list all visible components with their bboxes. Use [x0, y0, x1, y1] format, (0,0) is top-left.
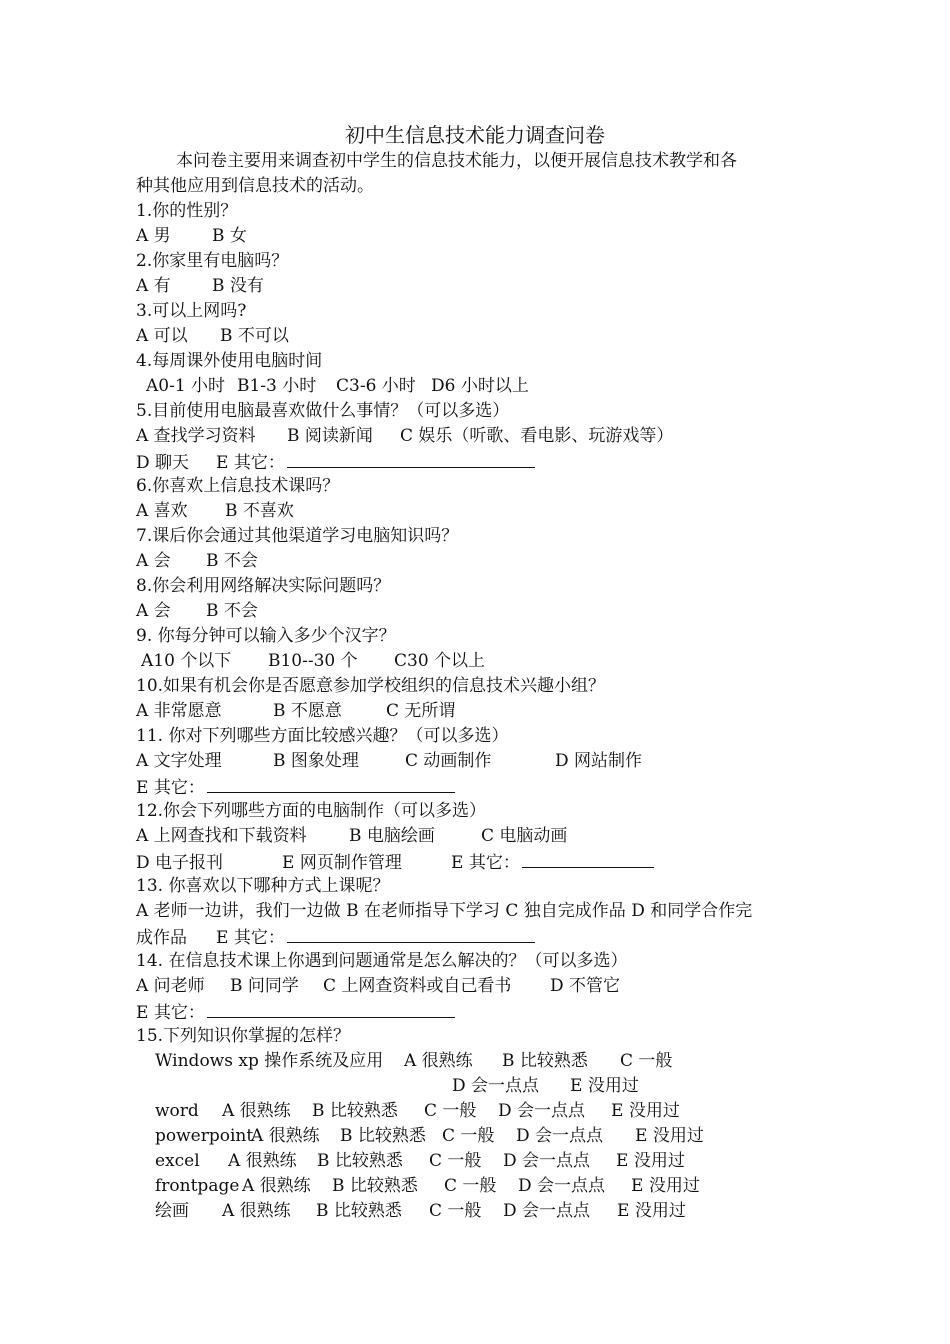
knowledge-row-painting — [155, 1199, 686, 1224]
page-title: 初中生信息技术能力调查问卷 — [345, 123, 605, 147]
question-7-options — [136, 549, 258, 574]
knowledge-row-windows-cont — [452, 1074, 639, 1099]
question-11: 11. 你对下列哪些方面比较感兴趣？（可以多选） — [136, 726, 509, 746]
option[interactable]: A 很熟练 — [251, 1126, 320, 1146]
option[interactable]: D 电子报刊 — [136, 853, 224, 873]
answer-blank[interactable] — [287, 924, 535, 943]
knowledge-item: word — [155, 1101, 199, 1121]
knowledge-item: excel — [155, 1151, 200, 1171]
question-14-other — [136, 999, 455, 1024]
knowledge-item: frontpage — [155, 1176, 240, 1196]
question-3: 3.可以上网吗? — [136, 301, 247, 321]
option[interactable]: C 一般 — [620, 1051, 673, 1071]
knowledge-row-word — [155, 1099, 680, 1124]
question-13: 13. 你喜欢以下哪种方式上课呢？ — [136, 876, 390, 896]
option[interactable]: A 上网查找和下载资料 — [136, 826, 307, 846]
question-6: 6.你喜欢上信息技术课吗？ — [136, 476, 340, 496]
option[interactable]: B 阅读新闻 — [287, 426, 373, 446]
option[interactable]: B 没有 — [212, 276, 264, 296]
question-10: 10.如果有机会你是否愿意参加学校组织的信息技术兴趣小组？ — [136, 676, 606, 696]
intro-line-2: 种其他应用到信息技术的活动。 — [136, 176, 374, 196]
answer-blank[interactable] — [207, 999, 455, 1018]
knowledge-item: 绘画 — [155, 1201, 189, 1221]
option[interactable]: B 比较熟悉 — [317, 1151, 403, 1171]
knowledge-item: Windows xp 操作系统及应用 — [155, 1051, 384, 1071]
question-14-options — [136, 974, 620, 999]
option[interactable]: C 娱乐（听歌、看电影、玩游戏等） — [400, 426, 674, 446]
option[interactable]: B 比较熟悉 — [316, 1201, 402, 1221]
question-12-options — [136, 824, 567, 849]
option[interactable]: B 女 — [212, 226, 247, 246]
question-15: 15.下列知识你掌握的怎样？ — [136, 1026, 351, 1046]
option[interactable]: E 网页制作管理 — [282, 853, 402, 873]
question-2-options — [136, 274, 264, 299]
option[interactable]: B1-3 小时 — [237, 376, 317, 396]
answer-blank[interactable] — [287, 449, 535, 468]
option[interactable]: E 其它： — [216, 453, 285, 473]
option[interactable]: B 不可以 — [220, 326, 289, 346]
option[interactable]: C3-6 小时 — [336, 376, 416, 396]
question-5: 5.目前使用电脑最喜欢做什么事情？（可以多选） — [136, 401, 510, 421]
option[interactable]: A 会 — [136, 601, 171, 621]
option[interactable]: D 会一点点 — [498, 1101, 586, 1121]
question-8: 8.你会利用网络解决实际问题吗？ — [136, 576, 391, 596]
option[interactable]: E 其它： — [136, 1003, 205, 1023]
option[interactable]: E 没用过 — [631, 1176, 700, 1196]
option[interactable]: C 一般 — [442, 1126, 495, 1146]
option[interactable]: B 比较熟悉 — [340, 1126, 426, 1146]
question-14: 14. 在信息技术课上你遇到问题通常是怎么解决的？（可以多选） — [136, 951, 628, 971]
option[interactable]: B 不喜欢 — [225, 501, 294, 521]
option[interactable]: D 会一点点 — [503, 1201, 591, 1221]
option[interactable]: B 比较熟悉 — [312, 1101, 398, 1121]
question-5-options-2 — [136, 449, 535, 474]
option[interactable]: C 一般 — [429, 1201, 482, 1221]
option[interactable]: E 没用过 — [570, 1076, 639, 1096]
option[interactable]: D 会一点点 — [452, 1076, 540, 1096]
option[interactable]: E 其它： — [216, 928, 285, 948]
option[interactable]: C 一般 — [429, 1151, 482, 1171]
question-4-options — [146, 374, 529, 399]
option[interactable]: E 没用过 — [616, 1151, 685, 1171]
option[interactable]: D 不管它 — [550, 976, 621, 996]
option[interactable]: B 比较熟悉 — [332, 1176, 418, 1196]
option[interactable]: C 电脑动画 — [481, 826, 568, 846]
option[interactable]: E 其它： — [451, 853, 520, 873]
question-7: 7.课后你会通过其他渠道学习电脑知识吗？ — [136, 526, 459, 546]
question-1-options — [136, 224, 247, 249]
question-8-options — [136, 599, 258, 624]
option[interactable]: B 图象处理 — [273, 751, 359, 771]
question-12-options-2 — [136, 849, 654, 874]
option[interactable]: B 电脑绘画 — [349, 826, 435, 846]
option[interactable]: A 很熟练 — [228, 1151, 297, 1171]
option[interactable]: E 没用过 — [635, 1126, 704, 1146]
option[interactable]: C 无所谓 — [386, 701, 456, 721]
option[interactable]: D 会一点点 — [516, 1126, 604, 1146]
knowledge-item: powerpoint — [155, 1126, 254, 1146]
question-13-options-2 — [136, 924, 535, 949]
option[interactable]: A 很熟练 — [222, 1101, 291, 1121]
option[interactable]: A 喜欢 — [136, 501, 188, 521]
answer-blank[interactable] — [207, 774, 455, 793]
option[interactable]: B 比较熟悉 — [502, 1051, 588, 1071]
option[interactable]: A 文字处理 — [136, 751, 222, 771]
option[interactable]: A 男 — [136, 226, 171, 246]
question-11-other — [136, 774, 455, 799]
answer-blank[interactable] — [522, 849, 654, 868]
option[interactable]: C 动画制作 — [405, 751, 492, 771]
option[interactable]: 成作品 — [136, 928, 187, 948]
option[interactable]: A 会 — [136, 551, 171, 571]
option[interactable]: E 没用过 — [617, 1201, 686, 1221]
question-13-options[interactable]: A 老师一边讲，我们一边做 B 在老师指导下学习 C 独自完成作品 D 和同学合作完 — [136, 901, 753, 921]
option[interactable]: A 很熟练 — [404, 1051, 473, 1071]
option[interactable]: D 聊天 — [136, 453, 190, 473]
option[interactable]: D 会一点点 — [518, 1176, 606, 1196]
option[interactable]: D 网站制作 — [555, 751, 643, 771]
option[interactable]: A 问老师 — [136, 976, 205, 996]
intro-line-1: 本问卷主要用来调查初中学生的信息技术能力，以便开展信息技术教学和各 — [176, 151, 737, 171]
question-5-options — [136, 424, 673, 449]
question-9: 9. 你每分钟可以输入多少个汉字？ — [136, 626, 396, 646]
option[interactable]: A 很熟练 — [242, 1176, 311, 1196]
question-2: 2.你家里有电脑吗？ — [136, 251, 289, 271]
option[interactable]: C30 个以上 — [394, 651, 486, 671]
knowledge-row-powerpoint — [155, 1124, 704, 1149]
question-3-options — [136, 324, 289, 349]
option[interactable]: A10 个以下 — [141, 651, 232, 671]
question-11-options — [136, 749, 642, 774]
option[interactable]: A0-1 小时 — [146, 376, 226, 396]
question-12: 12.你会下列哪些方面的电脑制作（可以多选） — [136, 801, 487, 821]
option[interactable]: D 会一点点 — [503, 1151, 591, 1171]
knowledge-row-frontpage — [155, 1174, 700, 1199]
option[interactable]: C 一般 — [444, 1176, 497, 1196]
option[interactable]: C 上网查资料或自己看书 — [323, 976, 512, 996]
option[interactable]: A 非常愿意 — [136, 701, 222, 721]
question-6-options — [136, 499, 294, 524]
option[interactable]: A 可以 — [136, 326, 188, 346]
option[interactable]: A 查找学习资料 — [136, 426, 256, 446]
option[interactable]: C 一般 — [424, 1101, 477, 1121]
option[interactable]: B 不会 — [206, 601, 258, 621]
option[interactable]: D6 小时以上 — [431, 376, 529, 396]
option[interactable]: E 没用过 — [611, 1101, 680, 1121]
question-4: 4.每周课外使用电脑时间 — [136, 351, 323, 371]
question-10-options — [136, 699, 455, 724]
question-1: 1.你的性别？ — [136, 201, 238, 221]
option[interactable]: E 其它： — [136, 778, 205, 798]
option[interactable]: B 不愿意 — [273, 701, 342, 721]
knowledge-row-windows — [155, 1049, 672, 1074]
question-9-options — [141, 649, 485, 674]
option[interactable]: A 很熟练 — [222, 1201, 291, 1221]
option[interactable]: A 有 — [136, 276, 171, 296]
knowledge-row-excel — [155, 1149, 685, 1174]
option[interactable]: B 不会 — [206, 551, 258, 571]
option[interactable]: B 问同学 — [230, 976, 299, 996]
option[interactable]: B10--30 个 — [268, 651, 358, 671]
